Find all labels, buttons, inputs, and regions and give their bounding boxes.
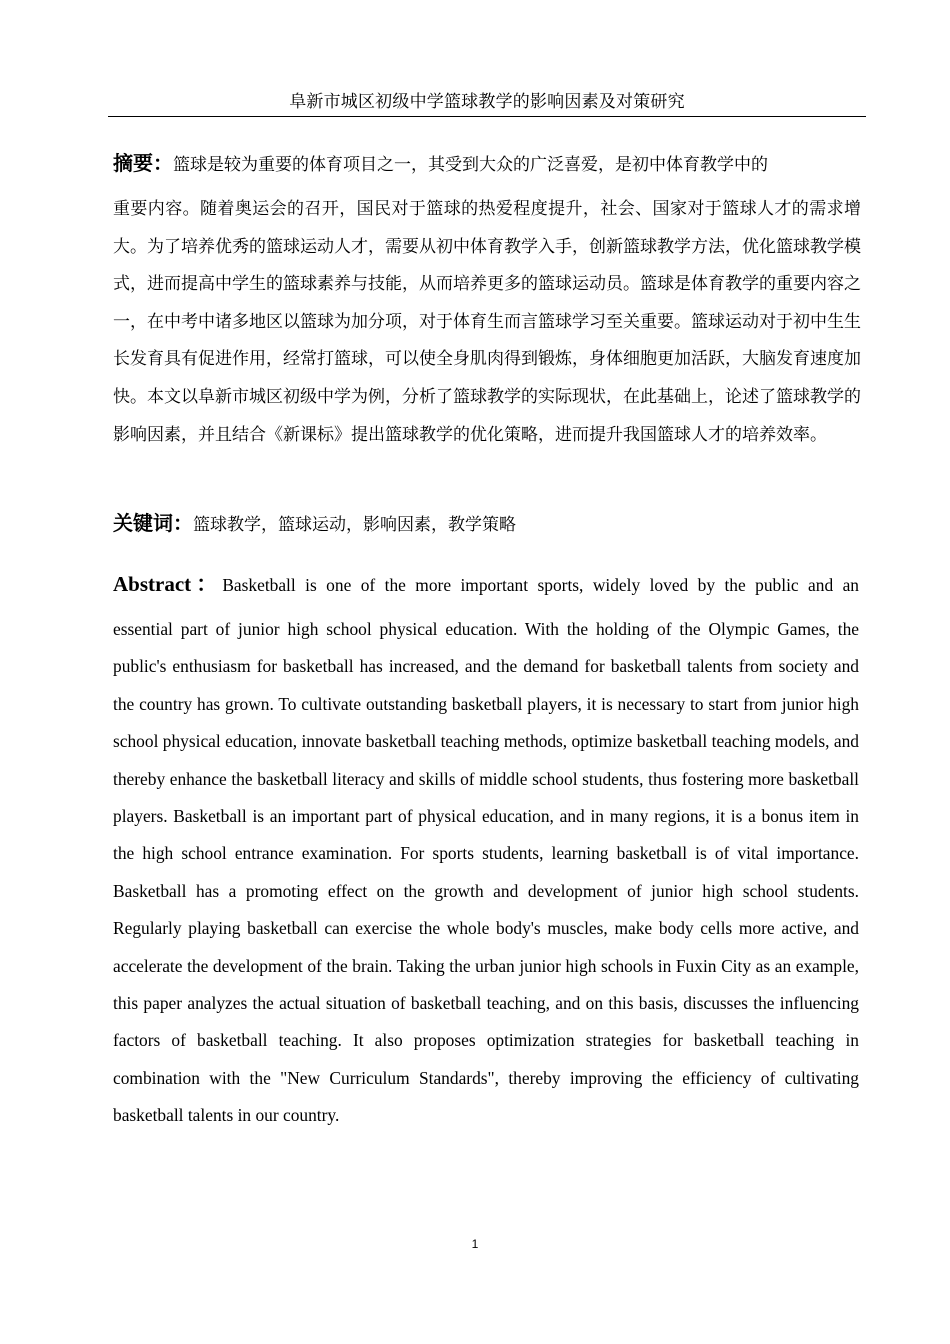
- english-abstract-label: Abstract：: [113, 572, 223, 596]
- chinese-abstract-label: 摘要：: [113, 151, 173, 175]
- english-abstract-first-line: [113, 568, 859, 601]
- english-abstract-first-text: Basketball is one of the more important sports, widely loved by the public and an: [222, 575, 859, 595]
- chinese-abstract: [113, 148, 861, 454]
- chinese-keywords: [113, 506, 861, 542]
- keywords-label: 关键词：: [113, 511, 193, 535]
- header-title: 阜新市城区初级中学篮球教学的影响因素及对策研究: [289, 92, 685, 112]
- chinese-abstract-first-line: [113, 148, 861, 180]
- keywords-text: 篮球教学，篮球运动，影响因素，教学策略: [193, 515, 516, 535]
- page-header: [108, 88, 866, 117]
- english-abstract: [113, 568, 859, 1135]
- english-abstract-body: essential part of junior high school physical education. With the holding of the Olympic Games, the public's enthusiasm for basketball has increased, and the demand for basketball talents from society and the country has grown. To cultivate outstanding basketball players, it is necessary to start from junior high school physical education, innovate basketball teaching methods, optimize basketball teaching models, and thereby enhance the basketball literacy and skills of middle school students, thus fostering more basketball players. Basketball is an important part of physical education, and in many regions, it is a bonus item in the high school entrance examination. For sports students, learning basketball is of vital importance. Basketball has a promoting effect on the growth and development of junior high school students. Regularly playing basketball can exercise the whole body's muscles, make body cells more active, and accelerate the development of the brain. Taking the urban junior high schools in Fuxin City as an example, this paper analyzes the actual situation of basketball teaching, and on this basis, discusses the influencing factors of basketball teaching. It also proposes optimization strategies for basketball teaching in combination with the "New Curriculum Standards", thereby improving the efficiency of cultivating basketball talents in our country.: [113, 619, 859, 1126]
- chinese-abstract-first-text: 篮球是较为重要的体育项目之一，其受到大众的广泛喜爱，是初中体育教学中的: [173, 155, 768, 175]
- chinese-abstract-body: 重要内容。随着奥运会的召开，国民对于篮球的热爱程度提升，社会、国家对于篮球人才的需求增大。为了培养优秀的篮球运动人才，需要从初中体育教学入手，创新篮球教学方法，优化篮球教学模式，进而提高中学生的篮球素养与技能，从而培养更多的篮球运动员。篮球是体育教学的重要内容之一，在中考中诸多地区以篮球为加分项，对于体育生而言篮球学习至关重要。篮球运动对于初中生生长发育具有促进作用，经常打篮球，可以使全身肌肉得到锻炼，身体细胞更加活跃，大脑发育速度加快。本文以阜新市城区初级中学为例，分析了篮球教学的实际现状，在此基础上，论述了篮球教学的影响因素，并且结合《新课标》提出篮球教学的优化策略，进而提升我国篮球人才的培养效率。: [113, 199, 861, 445]
- page-number: 1: [471, 1237, 479, 1251]
